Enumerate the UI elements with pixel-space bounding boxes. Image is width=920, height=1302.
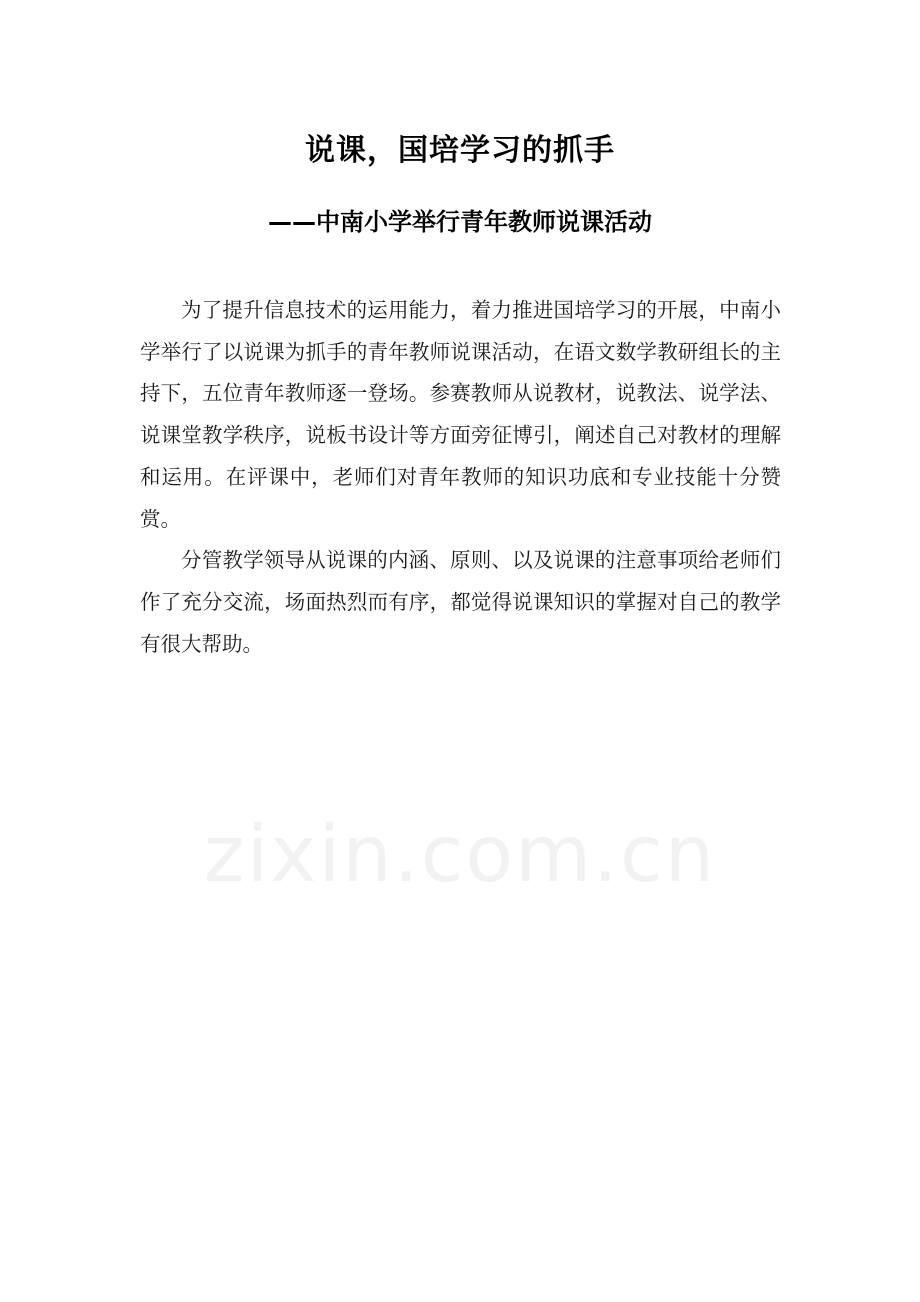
paragraph-1: 为了提升信息技术的运用能力，着力推进国培学习的开展，中南小学举行了以说课为抓手的青年教师说课活动，在语文数学教研组长的主持下，五位青年教师逐一登场。参赛教师从说教材，说教法、说学法、说课堂教学秩序，说板书设计等方面旁征博引，阐述自己对教材的理解和运用。在评课中，老师们对青年教师的知识功底和专业技能十分赞赏。 [140, 298, 781, 531]
article-body [140, 290, 781, 665]
page-title: 说课，国培学习的抓手 [305, 133, 615, 168]
paragraph-2: 分管教学领导从说课的内涵、原则、以及说课的注意事项给老师们作了充分交流，场面热烈而有序，都觉得说课知识的掌握对自己的教学有很大帮助。 [140, 548, 781, 656]
page-subtitle: ——中南小学举行青年教师说课活动 [268, 208, 652, 236]
watermark: zixin.com.cn [203, 810, 717, 900]
